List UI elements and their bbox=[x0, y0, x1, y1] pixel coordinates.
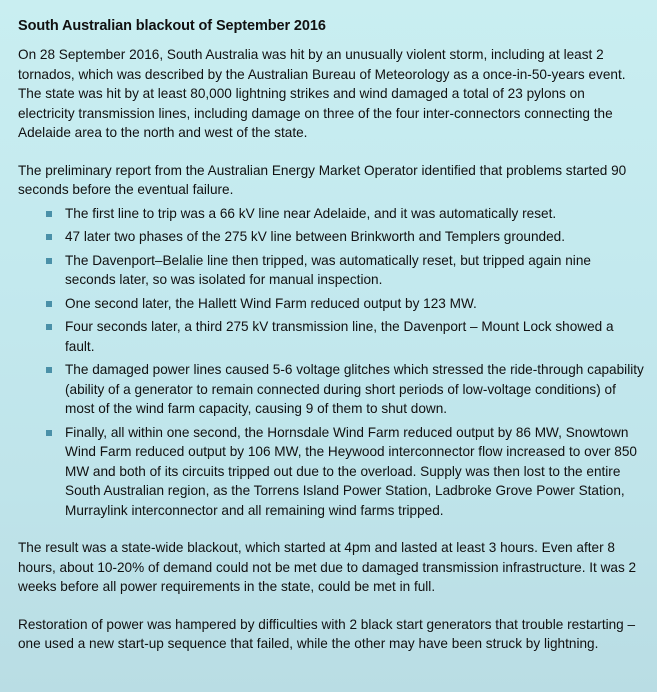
paragraph-spacer bbox=[18, 520, 644, 538]
report-paragraph: The preliminary report from the Australian Energy Market Operator identified that problems started 90 seconds before the eventual failure. bbox=[18, 162, 627, 197]
result-paragraph: The result was a state-wide blackout, which started at 4pm and lasted at least 3 hours. Even after 8 hours, about 10-20% of demand could not be met due to damaged transmission infrastructure. It was 2 weeks before all power requirements in the state, could be met in full. bbox=[18, 540, 637, 594]
square-bullet-icon bbox=[46, 258, 52, 264]
list-item bbox=[46, 423, 644, 521]
restoration-paragraph: Restoration of power was hampered by difficulties with 2 black start generators that trouble restarting – one used a new start-up sequence that failed, while the other may have been struck by lightning. bbox=[18, 616, 636, 651]
square-bullet-icon bbox=[46, 430, 52, 436]
list-item-text: 47 later two phases of the 275 kV line between Brinkworth and Templers grounded. bbox=[65, 229, 566, 244]
square-bullet-icon bbox=[46, 234, 52, 240]
list-item bbox=[46, 204, 644, 224]
body-text bbox=[18, 45, 644, 654]
list-item bbox=[46, 294, 644, 314]
square-bullet-icon bbox=[46, 324, 52, 330]
page-title: South Australian blackout of September 2016 bbox=[18, 18, 326, 34]
list-item-text: One second later, the Hallett Wind Farm reduced output by 123 MW. bbox=[65, 295, 477, 311]
list-item bbox=[46, 251, 644, 290]
square-bullet-icon bbox=[46, 301, 52, 307]
list-item-text: Four seconds later, a third 275 kV transmission line, the Davenport – Mount Lock showed a fault. bbox=[65, 319, 614, 354]
list-item-text: Finally, all within one second, the Hornsdale Wind Farm reduced output by 86 MW, Snowtown Wind Farm reduced output by 106 MW, the Heywood interconnector flow increased to over 850 MW and both of its circuits tripped out due to the overload. Supply was then lost to the entire South Australian region, as the Torrens Island Power Station, Ladbroke Grove Power Station, Murraylink interconnector and all remaining wind farms tripped. bbox=[65, 424, 637, 518]
list-item-text: The first line to trip was a 66 kV line near Adelaide, and it was automatically reset. bbox=[65, 205, 557, 221]
paragraph-spacer bbox=[18, 597, 644, 615]
intro-paragraph: On 28 September 2016, South Australia was hit by an unusually violent storm, including at least 2 tornados, which was described by the Australian Bureau of Meteorology as a once-in-50-years event. The state was hit by at least 80,000 lightning strikes and wind damaged a total of 23 pylons on electricity transmission lines, including damage on three of the four inter-connectors connecting the Adelaide area to the north and west of the state. bbox=[18, 47, 626, 140]
list-item bbox=[46, 360, 644, 419]
list-item-text: The damaged power lines caused 5-6 voltage glitches which stressed the ride-through capability (ability of a generator to remain connected during short periods of low-voltage conditions) of most of the wind farm capacity, causing 9 of them to shut down. bbox=[65, 362, 644, 416]
square-bullet-icon bbox=[46, 367, 52, 373]
paragraph-spacer bbox=[18, 143, 644, 161]
list-item bbox=[46, 227, 644, 247]
square-bullet-icon bbox=[46, 211, 52, 217]
list-item bbox=[46, 317, 644, 356]
list-item-text: The Davenport–Belalie line then tripped, was automatically reset, but tripped again nine seconds later, so was isolated for manual inspection. bbox=[65, 252, 591, 287]
event-timeline-list bbox=[18, 204, 644, 521]
